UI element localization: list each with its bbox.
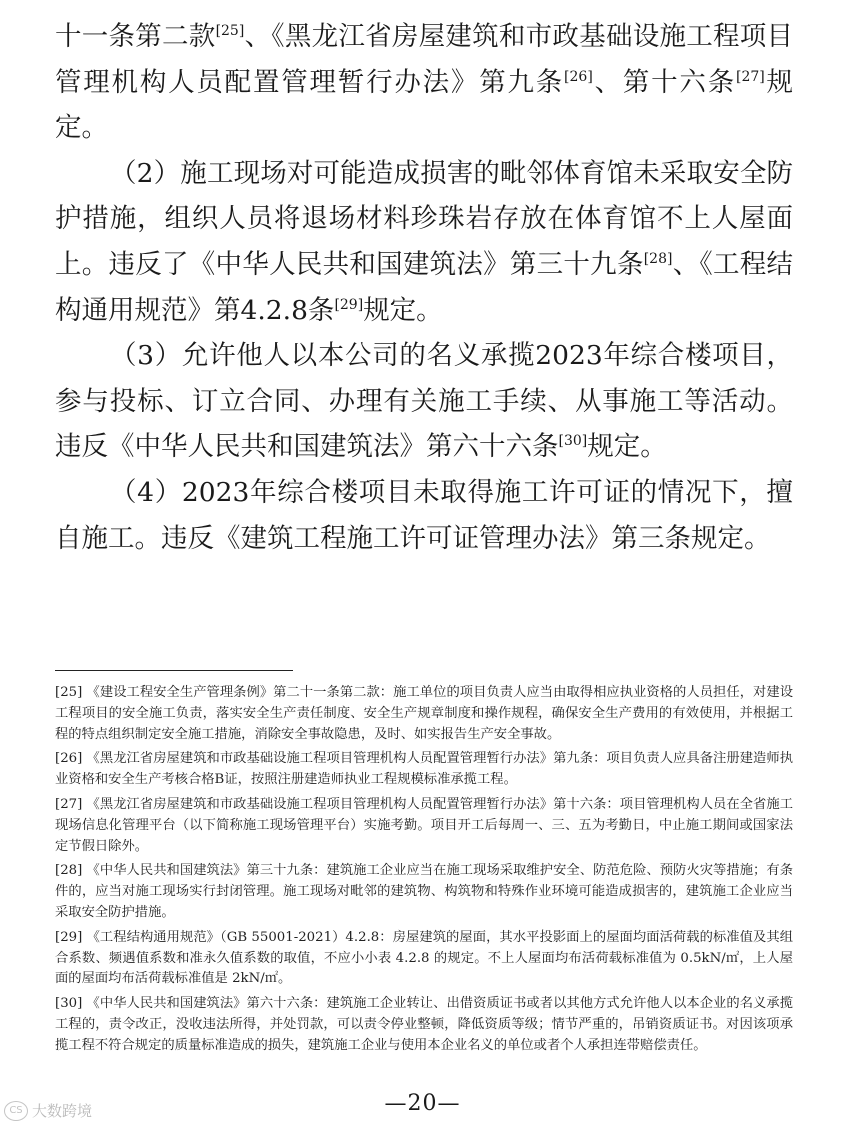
- paragraph-item-4: [55, 470, 793, 561]
- text-run: 规定。: [587, 431, 667, 463]
- paragraph-item-2: [55, 151, 793, 333]
- watermark: [4, 1100, 92, 1121]
- text-run: 规定。: [55, 66, 794, 144]
- footnote-ref[interactable]: [27]: [735, 68, 765, 85]
- footnote-divider: [55, 670, 293, 671]
- footnote-26: [26] 《黑龙江省房屋建筑和市政基础设施工程项目管理机构人员配置管理暂行办法》第九条：项目负责人应具备注册建造师执业资格和安全生产考核合格B证，按照注册建造师执业工程规模标准承揽工程。: [55, 751, 793, 788]
- footnote-ref[interactable]: [25]: [215, 23, 245, 40]
- footnote-ref[interactable]: [28]: [643, 251, 673, 268]
- text-run: （3）允许他人以本公司的名义承揽2023年综合楼项目，参与投标、订立合同、办理有关施工手续、从事施工等活动。违反《中华人民共和国建筑法》第六十六条: [55, 340, 793, 463]
- text-run: 、《工程结构通用规范》第4.2.8条: [55, 248, 793, 326]
- footnote-27: [27] 《黑龙江省房屋建筑和市政基础设施工程项目管理机构人员配置管理暂行办法》第十六条：项目管理机构人员在全省施工现场信息化管理平台（以下简称施工现场管理平台）实施考勤。项目开工后每周一、三、五为考勤日，中止施工期间或国家法定节假日除外。: [55, 796, 793, 854]
- text-run: （2）施工现场对可能造成损害的毗邻体育馆未采取安全防护措施，组织人员将退场材料珍珠岩存放在体育馆不上人屋面上。违反了《中华人民共和国建筑法》第三十九条: [55, 157, 793, 280]
- footnote-30: [30] 《中华人民共和国建筑法》第六十六条：建筑施工企业转让、出借资质证书或者以其他方式允许他人以本企业的名义承揽工程的，责令改正，没收违法所得，并处罚款，可以责令停业整顿，降低资质等级；情节严重的，吊销资质证书。对因该项承揽工程不符合规定的质量标准造成的损失，建筑施工企业与使用本企业名义的单位或者个人承担连带赔偿责任。: [55, 996, 793, 1053]
- footnote-ref[interactable]: [26]: [564, 68, 593, 85]
- paragraph-item-3: [55, 333, 793, 470]
- text-run: （4）2023年综合楼项目未取得施工许可证的情况下，擅自施工。违反《建筑工程施工许可证管理办法》第三条规定。: [55, 476, 793, 554]
- page-number: —20—: [384, 1091, 461, 1116]
- footnote-28: [28] 《中华人民共和国建筑法》第三十九条：建筑施工企业应当在施工现场采取维护安全、防范危险、预防火灾等措施；有条件的，应当对施工现场实行封闭管理。施工现场对毗邻的建筑物、构筑物和特殊作业环境可能造成损害的，建筑施工企业应当采取安全防护措施。: [55, 863, 793, 920]
- footnote-29: [29] 《工程结构通用规范》（GB 55001-2021）4.2.8：房屋建筑的屋面，其水平投影面上的屋面均面活荷载的标准值及其组合系数、频遇值系数和准永久值系数的取值，不应小小表 4.2.8 的规定。不上人屋面均布活荷载标准值为 0.5kN/㎡，上人屋面的屋面均布活荷载标准值是 2kN/㎡。: [55, 929, 793, 987]
- watermark-logo-icon: CS: [4, 1101, 28, 1121]
- paragraph-continued: [55, 14, 793, 151]
- main-text: [55, 14, 793, 561]
- watermark-text: 大数跨境: [32, 1102, 93, 1120]
- text-run: 规定。: [363, 294, 443, 326]
- footnotes-section: [55, 683, 793, 1061]
- text-run: 、《黑龙江省房屋建筑和市政基础设施工程项目管理机构人员配置管理暂行办法》第九条: [55, 21, 794, 98]
- text-run: 十一条第二款: [55, 21, 216, 52]
- footnote-25: [25] 《建设工程安全生产管理条例》第二十一条第二款：施工单位的项目负责人应当由取得相应执业资格的人员担任，对建设工程项目的安全施工负责，落实安全生产责任制度、安全生产规章制度和操作规程，确保安全生产费用的有效使用，并根据工程的特点组织制定安全施工措施，消除安全事故隐患，及时、如实报告生产安全事故。: [55, 685, 793, 742]
- footnote-ref[interactable]: [30]: [558, 433, 588, 450]
- footnote-ref[interactable]: [29]: [334, 296, 364, 313]
- text-run: 、第十六条: [592, 66, 736, 98]
